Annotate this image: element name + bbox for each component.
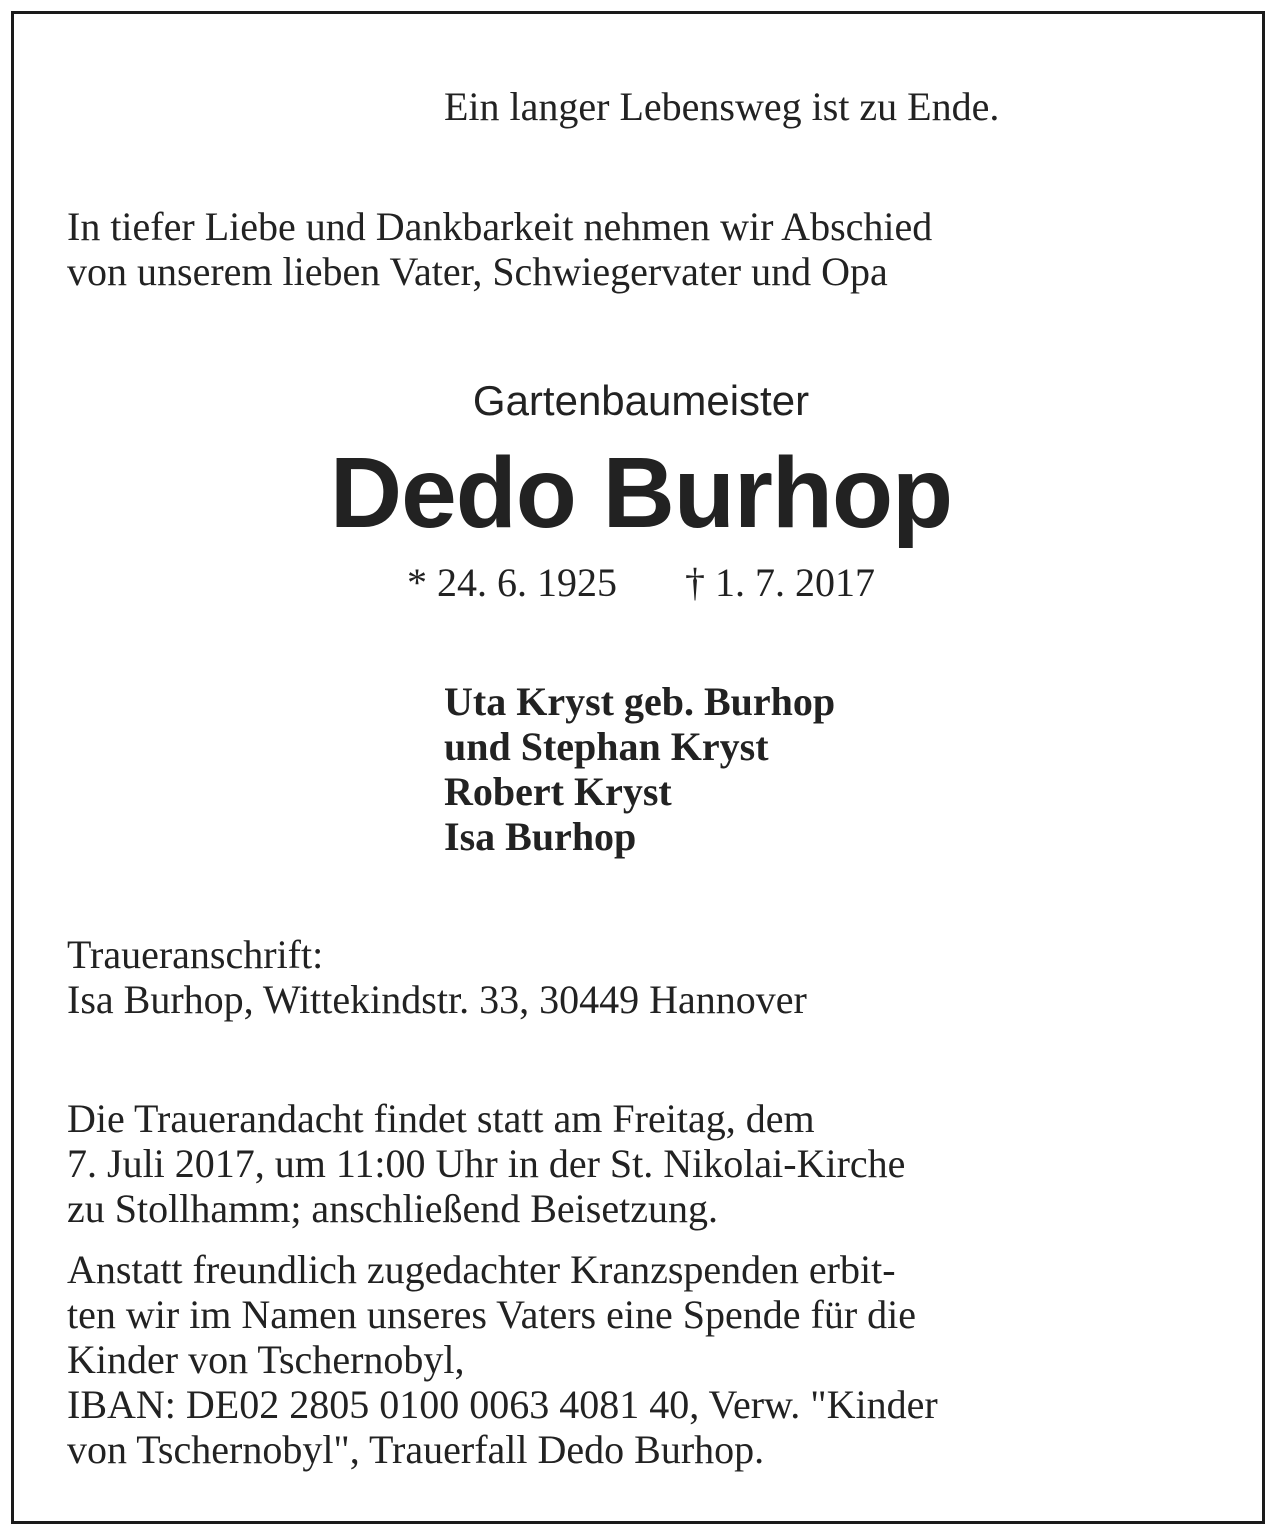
- birth-date: * 24. 6. 1925: [407, 560, 617, 605]
- mourner-name: Uta Kryst geb. Burhop: [444, 679, 836, 724]
- address-value: Isa Burhop, Wittekindstr. 33, 30449 Hannover: [67, 977, 807, 1022]
- donation-info: [67, 1247, 938, 1472]
- obituary-notice: [11, 11, 1265, 1524]
- address-label: Traueranschrift:: [67, 932, 324, 977]
- deceased-name: Dedo Burhop: [329, 437, 953, 549]
- donation-line: von Tschernobyl", Trauerfall Dedo Burhop.: [67, 1427, 765, 1472]
- mourning-address: [67, 932, 807, 1022]
- mourner-name: Isa Burhop: [444, 814, 637, 859]
- intro-line: von unserem lieben Vater, Schwiegervater und Opa: [67, 249, 888, 294]
- opening-line: Ein langer Lebensweg ist zu Ende.: [444, 84, 1000, 129]
- service-line: 7. Juli 2017, um 11:00 Uhr in der St. Nikolai-Kirche: [67, 1141, 906, 1186]
- mourner-name: und Stephan Kryst: [444, 724, 769, 769]
- life-dates: [14, 560, 1268, 605]
- service-line: Die Trauerandacht findet statt am Freitag, dem: [67, 1096, 815, 1141]
- mourner-name: Robert Kryst: [444, 769, 672, 814]
- donation-line: ten wir im Namen unseres Vaters eine Spende für die: [67, 1292, 917, 1337]
- intro-text: [67, 204, 932, 294]
- death-date: † 1. 7. 2017: [685, 560, 875, 605]
- service-info: [67, 1096, 905, 1231]
- service-line: zu Stollhamm; anschließend Beisetzung.: [67, 1186, 718, 1231]
- intro-line: In tiefer Liebe und Dankbarkeit nehmen wir Abschied: [67, 204, 933, 249]
- donation-line: IBAN: DE02 2805 0100 0063 4081 40, Verw. "Kinder: [67, 1382, 938, 1427]
- deceased-profession: Gartenbaumeister: [472, 377, 810, 424]
- mourners-list: [444, 679, 835, 859]
- donation-line: Kinder von Tschernobyl,: [67, 1337, 465, 1382]
- donation-line: Anstatt freundlich zugedachter Kranzspenden erbit-: [67, 1247, 896, 1292]
